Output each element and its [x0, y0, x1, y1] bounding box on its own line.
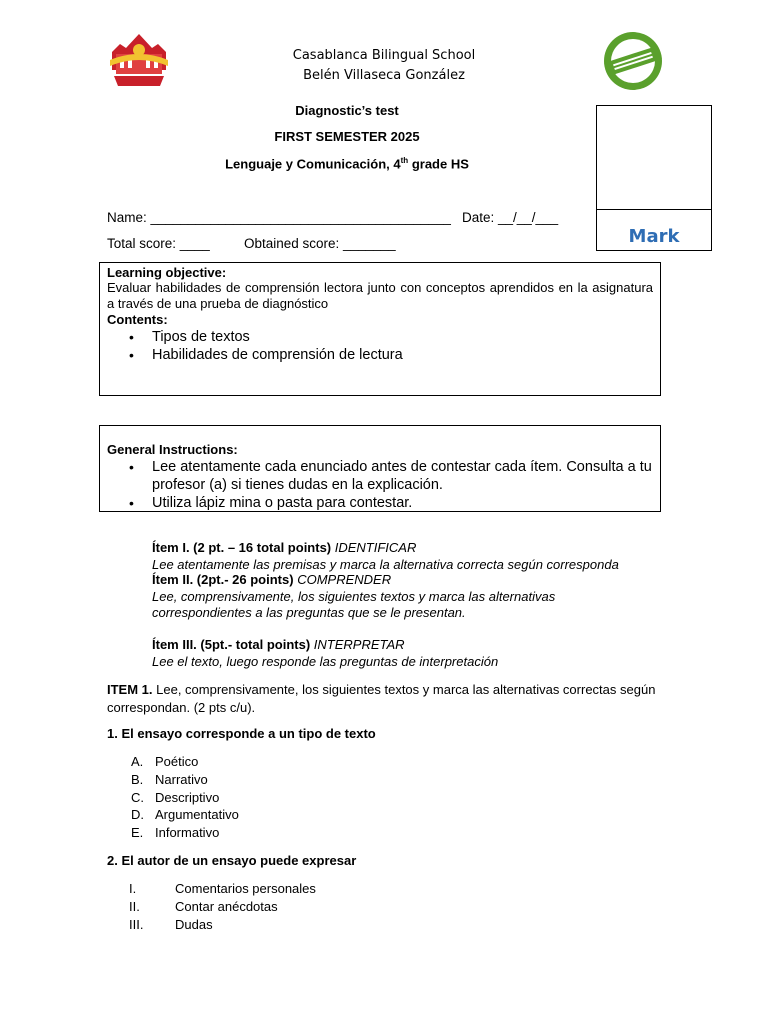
- name-field[interactable]: Name: ________________________________________: [107, 210, 451, 225]
- mark-label: Mark: [628, 226, 680, 247]
- item-2-summary: [152, 572, 622, 622]
- objective-text: Evaluar habilidades de comprensión lectora junto con conceptos aprendidos en la asignatura a través de una prueba de diagnóstico: [107, 280, 653, 311]
- instructions-heading: General Instructions:: [107, 442, 238, 457]
- option-i[interactable]: [107, 880, 427, 898]
- school-header: [230, 46, 538, 86]
- item-skill: COMPRENDER: [293, 572, 392, 587]
- subject-text: Lenguaje y Comunicación, 4: [225, 156, 401, 172]
- question-2-options: [107, 880, 427, 933]
- mark-box: [596, 105, 712, 251]
- option-text: Descriptivo: [155, 789, 220, 805]
- option-marker: III.: [129, 916, 144, 932]
- option-c[interactable]: [110, 789, 410, 807]
- option-marker: B.: [131, 771, 144, 787]
- instructions-list: [107, 458, 653, 512]
- item-3-summary: [152, 637, 652, 670]
- option-text: Poético: [155, 754, 199, 769]
- option-text: Informativo: [155, 825, 220, 841]
- date-field[interactable]: Date: __/__/___: [462, 210, 559, 225]
- option-d[interactable]: [110, 806, 410, 824]
- list-item: • Tipos de textos: [152, 328, 653, 346]
- obtained-score-field[interactable]: Obtained score: _______: [244, 236, 396, 251]
- mark-box-divider: [597, 209, 711, 210]
- question-1-options: [110, 753, 410, 842]
- option-marker: C.: [131, 789, 144, 805]
- option-e[interactable]: [110, 824, 410, 842]
- test-title: Diagnostic’s test: [295, 103, 399, 118]
- option-marker: I.: [129, 881, 137, 896]
- option-a[interactable]: [110, 753, 410, 771]
- item-description: Lee, comprensivamente, los siguientes textos y marca las alternativas correspondientes a las preguntas que se le presentan.: [152, 588, 556, 620]
- semester-title: FIRST SEMESTER 2025: [274, 129, 420, 144]
- list-item: • Lee atentamente cada enunciado antes de contestar cada ítem. Consulta a tu profesor (a) si tienes dudas en la explicación.: [152, 458, 653, 494]
- objective-heading: Learning objective:: [107, 265, 227, 280]
- item-description: Lee el texto, luego responde las preguntas de interpretación: [152, 653, 499, 669]
- item-1-label: ITEM 1.: [107, 682, 153, 697]
- option-text: Dudas: [175, 916, 213, 932]
- school-name: Casablanca Bilingual School: [292, 48, 476, 63]
- item-skill: INTERPRETAR: [310, 637, 405, 652]
- option-iii[interactable]: [107, 916, 427, 934]
- list-item: • Utiliza lápiz mina o pasta para contestar.: [152, 494, 653, 512]
- item-title: Ítem III. (5pt.- total points): [152, 637, 311, 652]
- item-1-summary: [152, 540, 652, 573]
- contents-list: [107, 328, 653, 364]
- option-b[interactable]: [110, 771, 410, 789]
- option-text: Argumentativo: [155, 807, 239, 823]
- learning-objective-box: [99, 262, 661, 396]
- item-1-text: Lee, comprensivamente, los siguientes textos y marca las alternativas correctas según correspondan. (2 pts c/u).: [107, 682, 656, 715]
- contents-heading: Contents:: [107, 312, 168, 327]
- option-text: Contar anécdotas: [175, 898, 278, 914]
- option-marker: II.: [129, 898, 140, 914]
- total-score-field: Total score: ____: [107, 236, 210, 251]
- item-title: Ítem I. (2 pt. – 16 total points): [152, 540, 332, 555]
- item-title: Ítem II. (2pt.- 26 points): [152, 572, 294, 587]
- item-description: Lee atentamente las premisas y marca la alternativa correcta según corresponda: [152, 556, 619, 572]
- question-2: 2. El autor de un ensayo puede expresar: [107, 853, 357, 868]
- grade-ordinal: th: [400, 156, 409, 165]
- option-marker: D.: [131, 807, 144, 823]
- subject-grade: grade HS: [408, 156, 469, 172]
- question-1: 1. El ensayo corresponde a un tipo de texto: [107, 726, 376, 741]
- general-instructions-box: [99, 425, 661, 512]
- list-item: • Habilidades de comprensión de lectura: [152, 346, 653, 364]
- school-logo: [106, 30, 172, 92]
- option-marker: A.: [131, 754, 144, 769]
- environmental-certification-seal: [601, 30, 665, 92]
- option-text: Narrativo: [155, 771, 208, 787]
- subject-line: [160, 156, 534, 171]
- option-text: Comentarios personales: [175, 881, 316, 896]
- option-marker: E.: [131, 825, 144, 841]
- item-1-instructions: [107, 681, 657, 716]
- teacher-name: Belén Villaseca González: [303, 68, 465, 83]
- option-ii[interactable]: [107, 898, 427, 916]
- item-skill: IDENTIFICAR: [331, 540, 417, 555]
